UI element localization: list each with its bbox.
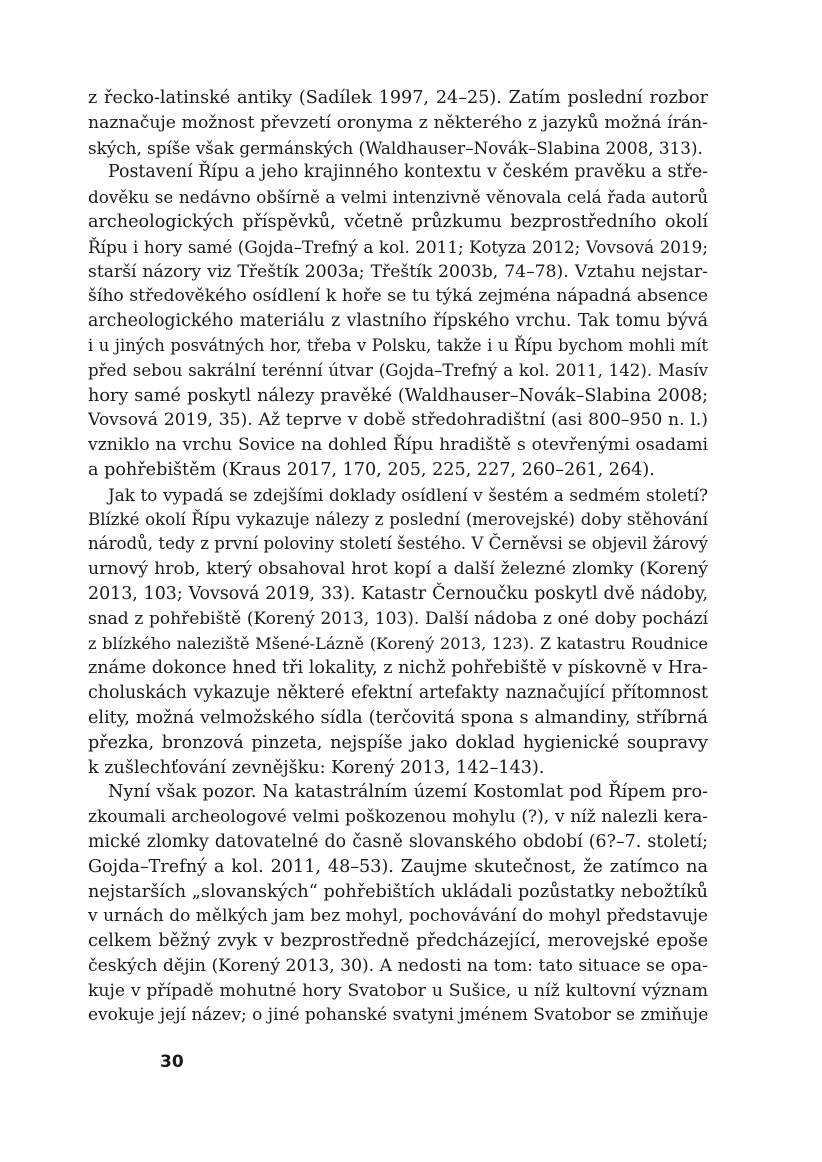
text-line: evokuje její název; o jiné pohanské svatyni jménem Svatobor se zmiňuje	[88, 1005, 708, 1026]
text-line: i u jiných posvátných hor, třeba v Polsku, takže i u Řípu bychom mohli mít	[88, 335, 708, 355]
text-line: z řecko-latinské antiky (Sadílek 1997, 24–25). Zatím poslední rozbor	[88, 88, 708, 108]
text-line: nejstarších „slovanských“ pohřebištích ukládali pozůstatky nebožtíků	[88, 881, 708, 902]
text-line: 2013, 103; Vovsová 2019, 33). Katastr Černoučku poskytl dvě nádoby,	[88, 583, 708, 604]
text-line: celkem běžný zvyk v bezprostředně předcházející, merovejské epoše	[88, 931, 708, 952]
text-line: mické zlomky datovatelné do časně slovanského období (6?–7. století;	[88, 831, 708, 852]
text-line: kuje v případě mohutné hory Svatobor u Sušice, u níž kultovní význam	[88, 980, 708, 1001]
body-text	[88, 86, 708, 1028]
text-line: elity, možná velmožského sídla (terčovitá spona s almandiny, stříbrná	[88, 707, 708, 728]
page-number: 30	[160, 1052, 184, 1072]
text-line: přezka, bronzová pinzeta, nejspíše jako doklad hygienické soupravy	[88, 732, 708, 753]
text-line: českých dějin (Korený 2013, 30). A nedosti na tom: tato situace se opa-	[88, 955, 708, 976]
text-line: zkoumali archeologové velmi poškozenou mohylu (?), v níž nalezli kera-	[88, 807, 708, 828]
text-line: archeologického materiálu z vlastního řípského vrchu. Tak tomu bývá	[88, 311, 708, 332]
text-line: urnový hrob, který obsahoval hrot kopí a další železné zlomky (Korený	[88, 559, 708, 580]
text-line: Jak to vypadá se zdejšími doklady osídlení v šestém a sedmém století?	[108, 484, 708, 505]
text-line: snad z pohřebiště (Korený 2013, 103). Další nádoba z oné doby pochází	[88, 608, 708, 629]
text-line: v urnách do mělkých jam bez mohyl, pochovávání do mohyl představuje	[88, 906, 708, 927]
text-line: dověku se nedávno obšírně a velmi intenzivně věnovala celá řada autorů	[88, 187, 708, 208]
text-line: hory samé poskytl nálezy pravěké (Waldhauser–Novák–Slabina 2008;	[88, 385, 708, 406]
text-line: Vovsová 2019, 35). Až teprve v době středohradištní (asi 800–950 n. l.)	[88, 410, 708, 431]
text-line: Postavení Řípu a jeho krajinného kontextu v českém pravěku a stře-	[108, 162, 708, 183]
text-line: vzniklo na vrchu Sovice na dohled Řípu hradiště s otevřenými osadami	[88, 435, 708, 456]
text-line: před sebou sakrální terénní útvar (Gojda–Trefný a kol. 2011, 142). Masív	[88, 360, 708, 380]
text-line: Gojda–Trefný a kol. 2011, 48–53). Zaujme skutečnost, že zatímco na	[88, 856, 708, 877]
text-line: Blízké okolí Řípu vykazuje nálezy z poslední (merovejské) doby stěhování	[88, 509, 708, 529]
text-line: ských, spíše však germánských (Waldhauser–Novák–Slabina 2008, 313).	[88, 137, 703, 158]
text-line: známe dokonce hned tři lokality, z nichž pohřebiště v pískovně v Hra-	[88, 658, 708, 679]
text-line: Nyní však pozor. Na katastrálním území Kostomlat pod Řípem pro-	[108, 782, 708, 803]
text-line: šího středověkého osídlení k hoře se tu týká zejména nápadná absence	[88, 286, 708, 307]
text-line: naznačuje možnost převzetí oronyma z některého z jazyků možná írán-	[88, 112, 708, 133]
text-line: z blízkého naleziště Mšené-Lázně (Korený 2013, 123). Z katastru Roudnice	[88, 633, 708, 653]
text-line: choluskách vykazuje některé efektní artefakty naznačující přítomnost	[88, 683, 708, 704]
text-line: archeologických příspěvků, včetně průzkumu bezprostředního okolí	[88, 211, 708, 232]
text-line: a pohřebištěm (Kraus 2017, 170, 205, 225, 227, 260–261, 264).	[88, 459, 655, 480]
text-line: starší názory viz Třeštík 2003a; Třeštík 2003b, 74–78). Vztahu nejstar-	[88, 261, 708, 282]
text-line: Řípu i hory samé (Gojda–Trefný a kol. 2011; Kotyza 2012; Vovsová 2019;	[88, 236, 708, 257]
text-line: národů, tedy z první poloviny století šestého. V Černěvsi se objevil žárový	[88, 534, 708, 554]
text-line: k zušlechťování zevnějšku: Korený 2013, 142–143).	[88, 757, 545, 778]
